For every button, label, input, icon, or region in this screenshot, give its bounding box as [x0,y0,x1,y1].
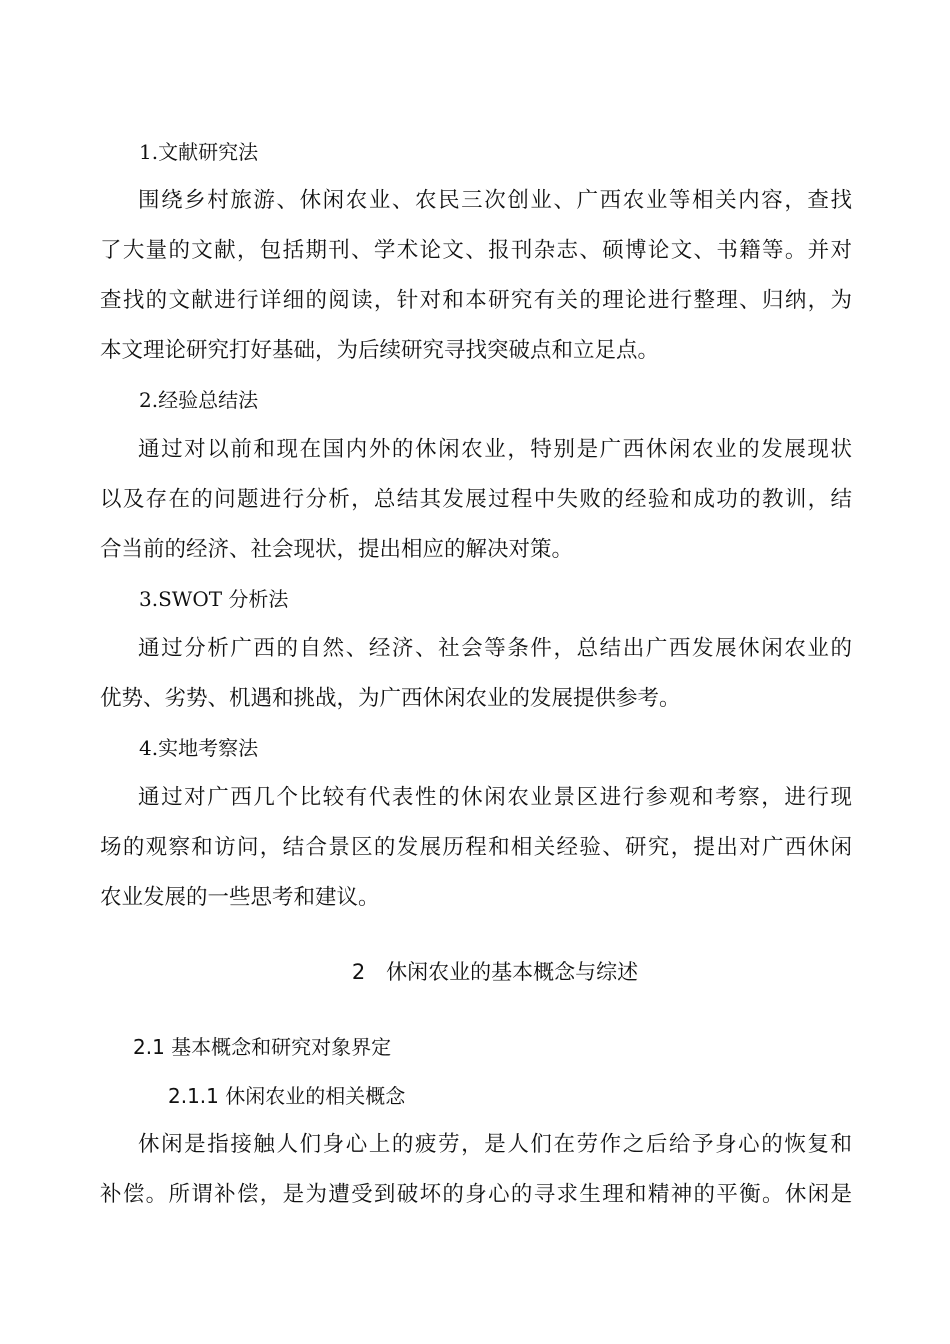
paragraph-line: 以及存在的问题进行分析，总结其发展过程中失败的经验和成功的教训，结 [100,487,852,512]
method-4-heading: 4.实地考察法 [139,736,259,760]
method-1-heading: 1.文献研究法 [139,140,259,164]
paragraph-line: 了大量的文献，包括期刊、学术论文、报刊杂志、硕博论文、书籍等。并对 [100,238,852,263]
paragraph-line: 围绕乡村旅游、休闲农业、农民三次创业、广西农业等相关内容，查找 [138,188,852,213]
paragraph-line: 通过对广西几个比较有代表性的休闲农业景区进行参观和考察，进行现 [138,785,852,810]
paragraph-line: 农业发展的一些思考和建议。 [100,885,380,910]
chapter-title: 2 休闲农业的基本概念与综述 [351,960,639,984]
paragraph-line: 通过分析广西的自然、经济、社会等条件，总结出广西发展休闲农业的 [138,636,852,661]
section-2-1-title: 2.1 基本概念和研究对象界定 [133,1035,392,1059]
paragraph-line: 合当前的经济、社会现状，提出相应的解决对策。 [100,537,574,562]
method-2-heading: 2.经验总结法 [139,388,259,412]
paragraph-line: 休闲是指接触人们身心上的疲劳，是人们在劳作之后给予身心的恢复和 [138,1132,852,1157]
method-3-heading: 3.SWOT 分析法 [139,587,289,611]
paragraph-line: 优势、劣势、机遇和挑战，为广西休闲农业的发展提供参考。 [100,686,681,711]
paragraph-line: 场的观察和访问，结合景区的发展历程和相关经验、研究，提出对广西休闲 [100,835,852,860]
paragraph-line: 查找的文献进行详细的阅读，针对和本研究有关的理论进行整理、归纳，为 [100,288,852,313]
paragraph-line: 通过对以前和现在国内外的休闲农业，特别是广西休闲农业的发展现状 [138,437,852,462]
paragraph-line: 补偿。所谓补偿，是为遭受到破坏的身心的寻求生理和精神的平衡。休闲是 [100,1182,852,1207]
section-2-1-1-title: 2.1.1 休闲农业的相关概念 [168,1084,406,1108]
paragraph-line: 本文理论研究打好基础，为后续研究寻找突破点和立足点。 [100,338,660,363]
